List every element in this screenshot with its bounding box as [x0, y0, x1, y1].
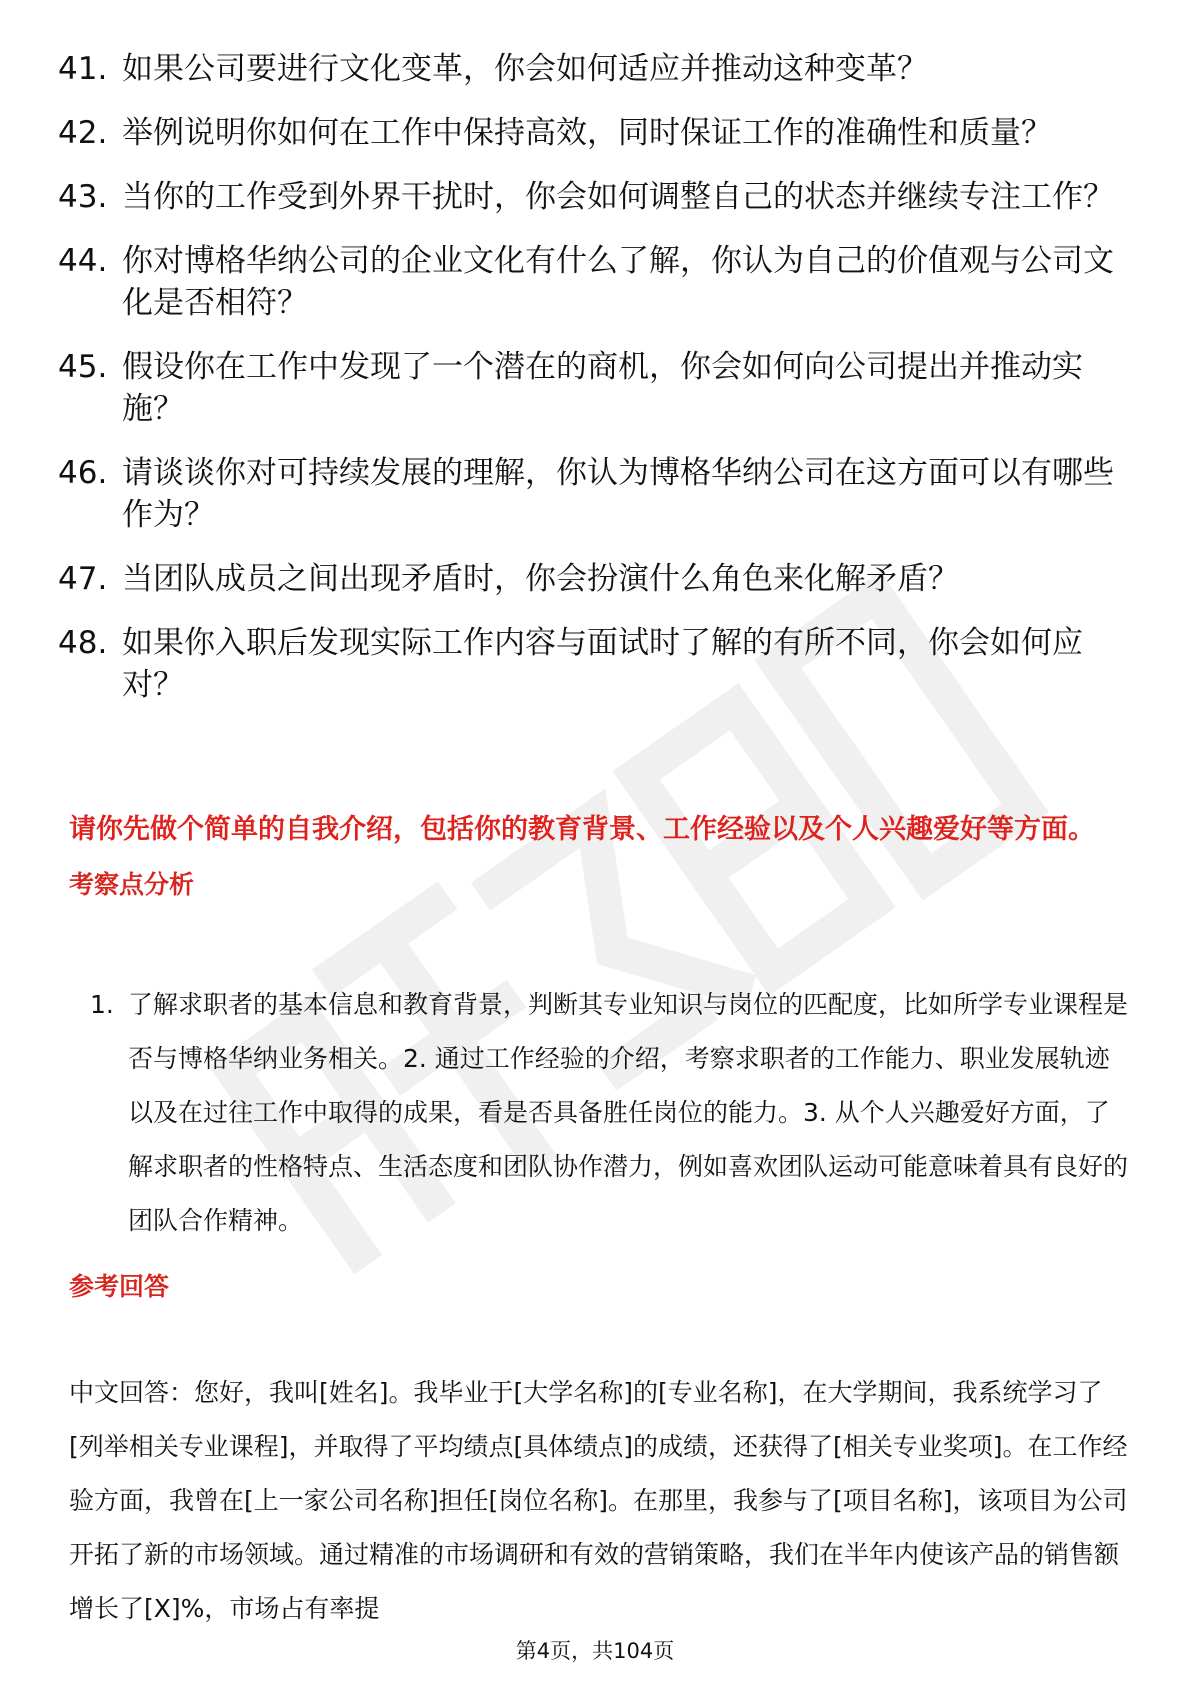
question-number: 45. [58, 349, 108, 385]
question-text: 请谈谈你对可持续发展的理解，你认为博格华纳公司在这方面可以有哪些作为？ [122, 455, 1114, 533]
question-number: 44. [58, 243, 108, 279]
section-question-title: 请你先做个简单的自我介绍，包括你的教育背景、工作经验以及个人兴趣爱好等方面。 [69, 814, 1095, 845]
question-number: 47. [58, 561, 108, 597]
question-number: 41. [58, 51, 108, 87]
question-number: 42. [58, 115, 108, 151]
question-item [58, 112, 1138, 154]
question-item [58, 452, 1138, 536]
question-text: 当你的工作受到外界干扰时，你会如何调整自己的状态并继续专注工作？ [122, 179, 1114, 215]
question-text: 当团队成员之间出现矛盾时，你会扮演什么角色来化解矛盾？ [122, 561, 959, 597]
question-list [58, 48, 1138, 728]
question-item [58, 346, 1138, 430]
page-footer: 第4页，共104页 [515, 1639, 675, 1663]
question-item [58, 558, 1138, 600]
question-number: 43. [58, 179, 108, 215]
question-text: 如果你入职后发现实际工作内容与面试时了解的有所不同，你会如何应对？ [122, 625, 1083, 703]
question-text: 举例说明你如何在工作中保持高效，同时保证工作的准确性和质量？ [122, 115, 1052, 151]
analysis-number: 1. [90, 990, 114, 1019]
question-text: 你对博格华纳公司的企业文化有什么了解，你认为自己的价值观与公司文化是否相符？ [122, 243, 1114, 321]
question-text: 如果公司要进行文化变革，你会如何适应并推动这种变革？ [122, 51, 928, 87]
question-item [58, 48, 1138, 90]
answer-text: 中文回答：您好，我叫[姓名]。我毕业于[大学名称]的[专业名称]，在大学期间，我系统学习了[列举相关专业课程]，并取得了平均绩点[具体绩点]的成绩，还获得了[相关专业奖项]。在工作经验方面，我曾在[上一家公司名称]担任[岗位名称]。在那里，我参与了[项目名称]，该项目为公司开拓了新的市场领域。通过精准的市场调研和有效的营销策略，我们在半年内使该产品的销售额增长了[X]%，市场占有率提 [69, 1378, 1128, 1623]
analysis-list-item [90, 978, 1130, 1248]
question-item [58, 176, 1138, 218]
analysis-text: 了解求职者的基本信息和教育背景，判断其专业知识与岗位的匹配度，比如所学专业课程是否与博格华纳业务相关。2. 通过工作经验的介绍，考察求职者的工作能力、职业发展轨迹以及在过往工作中取得的成果，看是否具备胜任岗位的能力。3. 从个人兴趣爱好方面，了解求职者的性格特点、生活态度和团队协作潜力，例如喜欢团队运动可能意味着具有良好的团队合作精神。 [128, 990, 1129, 1235]
analysis-heading: 考察点分析 [69, 870, 195, 899]
question-number: 48. [58, 625, 108, 661]
answer-heading: 参考回答 [69, 1272, 170, 1301]
question-text: 假设你在工作中发现了一个潜在的商机，你会如何向公司提出并推动实施？ [122, 349, 1083, 427]
question-item [58, 240, 1138, 324]
question-item [58, 622, 1138, 706]
question-number: 46. [58, 455, 108, 491]
